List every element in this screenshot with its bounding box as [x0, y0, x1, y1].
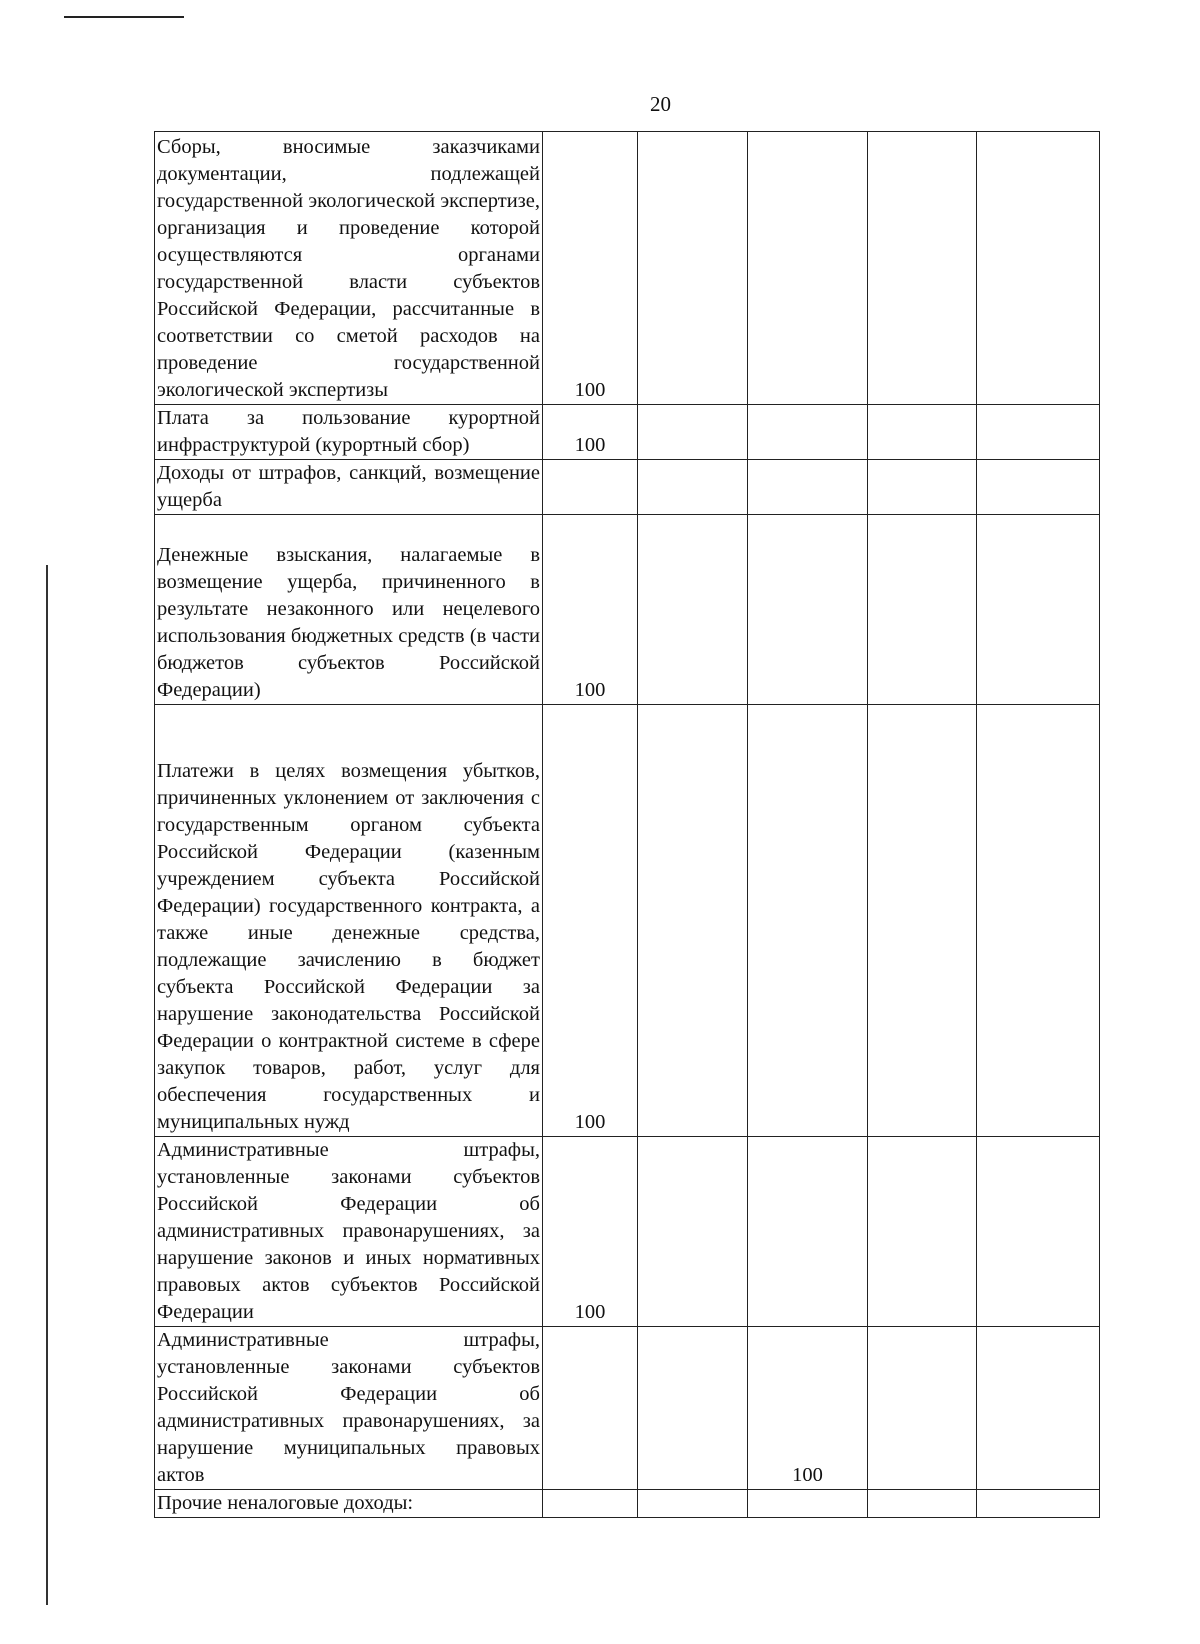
- table-row: [155, 460, 1100, 515]
- percent-cell: [977, 1327, 1100, 1490]
- revenue-name-cell: Плата за пользование курортной инфраструктурой (курортный сбор): [155, 405, 543, 460]
- percent-cell: [977, 405, 1100, 460]
- percent-cell: [638, 460, 748, 515]
- percent-cell: [977, 705, 1100, 1137]
- percent-cell: 100: [543, 405, 638, 460]
- percent-cell: [638, 515, 748, 705]
- percent-cell: [977, 460, 1100, 515]
- percent-cell: [638, 405, 748, 460]
- revenue-name-cell: Доходы от штрафов, санкций, возмещение ущерба: [155, 460, 543, 515]
- percent-cell: [868, 1137, 977, 1327]
- table-row: [155, 132, 1100, 405]
- page-number: 20: [650, 92, 671, 116]
- percent-cell: [977, 515, 1100, 705]
- percent-cell: 100: [543, 515, 638, 705]
- percent-cell: [543, 460, 638, 515]
- percent-cell: [748, 1137, 868, 1327]
- percent-cell: 100: [543, 1137, 638, 1327]
- percent-cell: [543, 1327, 638, 1490]
- revenue-name-cell: Прочие неналоговые доходы:: [155, 1490, 543, 1518]
- percent-cell: [868, 515, 977, 705]
- percent-cell: [748, 460, 868, 515]
- percent-cell: [638, 705, 748, 1137]
- percent-cell: [748, 705, 868, 1137]
- percent-cell: 100: [543, 132, 638, 405]
- left-margin-line: [46, 565, 48, 1605]
- percent-cell: [748, 405, 868, 460]
- percent-cell: [638, 132, 748, 405]
- percent-cell: 100: [543, 705, 638, 1137]
- percent-cell: [868, 460, 977, 515]
- percent-cell: [868, 705, 977, 1137]
- top-rule-divider: [64, 16, 184, 18]
- percent-cell: [868, 1490, 977, 1518]
- revenue-name-cell: Денежные взыскания, налагаемые в возмещение ущерба, причиненного в результате незаконного или нецелевого использования бюджетных средств (в части бюджетов субъектов Российской Федерации): [155, 515, 543, 705]
- revenue-name-cell: Административные штрафы, установленные законами субъектов Российской Федерации об административных правонарушениях, за нарушение муниципальных правовых актов: [155, 1327, 543, 1490]
- percent-cell: [868, 132, 977, 405]
- table-row: [155, 1490, 1100, 1518]
- percent-cell: [638, 1137, 748, 1327]
- table-row: [155, 515, 1100, 705]
- percent-cell: [748, 1490, 868, 1518]
- percent-cell: [977, 1137, 1100, 1327]
- percent-cell: [638, 1327, 748, 1490]
- revenue-name-cell: Сборы, вносимые заказчиками документации, подлежащей государственной экологической экспертизе, организация и проведение которой осуществляются органами государственной власти субъектов Российской Федерации, рассчитанные в соответствии со сметой расходов на проведение государственной экологической экспертизы: [155, 132, 543, 405]
- table-row: [155, 705, 1100, 1137]
- percent-cell: [977, 1490, 1100, 1518]
- percent-cell: [868, 405, 977, 460]
- percent-cell: [868, 1327, 977, 1490]
- revenue-distribution-table: [154, 131, 1100, 1518]
- table-row: [155, 405, 1100, 460]
- percent-cell: [977, 132, 1100, 405]
- table-row: [155, 1327, 1100, 1490]
- percent-cell: [543, 1490, 638, 1518]
- percent-cell: [638, 1490, 748, 1518]
- percent-cell: 100: [748, 1327, 868, 1490]
- percent-cell: [748, 132, 868, 405]
- revenue-name-cell: Платежи в целях возмещения убытков, причиненных уклонением от заключения с государственным органом субъекта Российской Федерации (казенным учреждением субъекта Российской Федерации) государственного контракта, а также иные денежные средства, подлежащие зачислению в бюджет субъекта Российской Федерации за нарушение законодательства Российской Федерации о контрактной системе в сфере закупок товаров, работ, услуг для обеспечения государственных и муниципальных нужд: [155, 705, 543, 1137]
- table-row: [155, 1137, 1100, 1327]
- revenue-name-cell: Административные штрафы, установленные законами субъектов Российской Федерации об административных правонарушениях, за нарушение законов и иных нормативных правовых актов субъектов Российской Федерации: [155, 1137, 543, 1327]
- percent-cell: [748, 515, 868, 705]
